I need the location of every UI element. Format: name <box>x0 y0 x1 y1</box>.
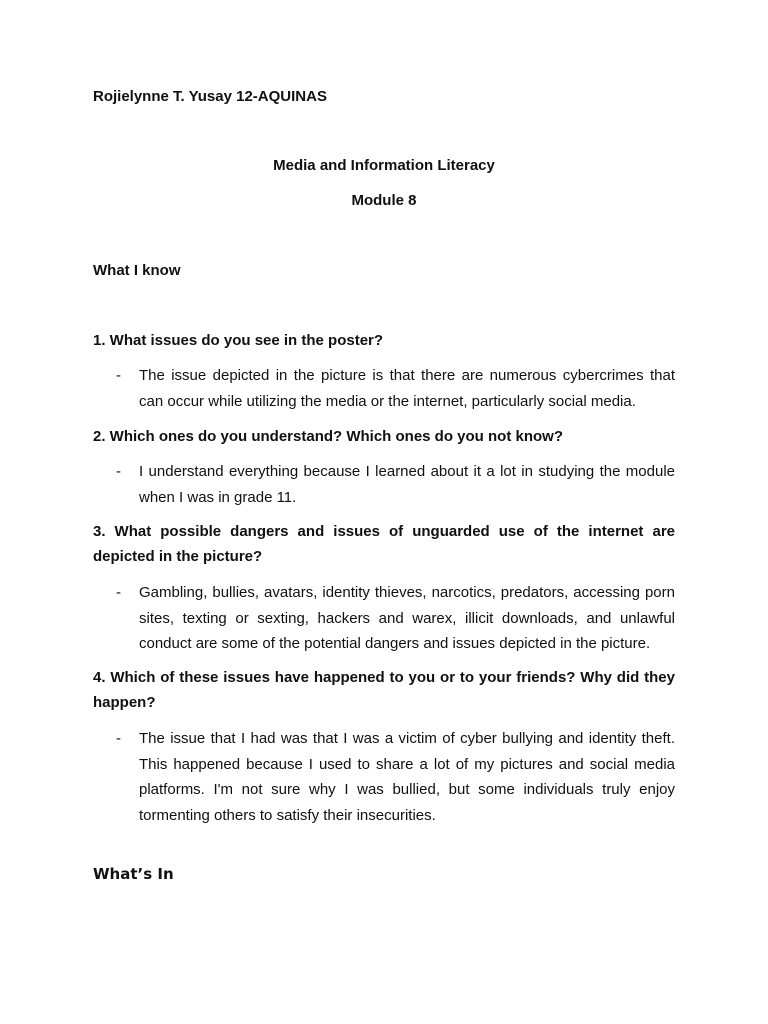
answer-3 <box>93 580 675 657</box>
section-heading-what-i-know: What I know <box>93 262 181 279</box>
list-dash: - <box>116 584 121 601</box>
answer-1-text: The issue depicted in the picture is that there are numerous cybercrimes that can occur while utilizing the media or the internet, particularly social media. <box>139 367 675 410</box>
subject-title: Media and Information Literacy <box>273 157 495 174</box>
question-2: 2. Which ones do you understand? Which ones do you not know? <box>93 428 563 445</box>
question-4: 4. Which of these issues have happened to you or to your friends? Why did they happen? <box>93 669 675 711</box>
question-3: 3. What possible dangers and issues of unguarded use of the internet are depicted in the picture? <box>93 523 675 565</box>
answer-2-text: I understand everything because I learned about it a lot in studying the module when I was in grade 11. <box>139 463 675 506</box>
question-1: 1. What issues do you see in the poster? <box>93 332 384 349</box>
answer-4 <box>93 726 675 828</box>
answer-1 <box>93 363 675 414</box>
answer-3-text: Gambling, bullies, avatars, identity thieves, narcotics, predators, accessing porn sites, texting or sexting, hackers and warex, illicit downloads, and unlawful conduct are some of the potential dangers and issues depicted in the picture. <box>139 584 675 652</box>
list-dash: - <box>116 367 121 384</box>
list-dash: - <box>116 463 121 480</box>
section-heading-whats-in: What’s In <box>93 865 174 883</box>
answer-2 <box>93 459 675 510</box>
answer-4-text: The issue that I had was that I was a victim of cyber bullying and identity theft. This happened because I used to share a lot of my pictures and social media platforms. I'm not sure why I was bullied, but some individuals truly enjoy tormenting others to satisfy their insecurities. <box>139 730 675 824</box>
author-line: Rojielynne T. Yusay 12-AQUINAS <box>93 88 327 105</box>
list-dash: - <box>116 730 121 747</box>
module-title: Module 8 <box>351 192 417 209</box>
